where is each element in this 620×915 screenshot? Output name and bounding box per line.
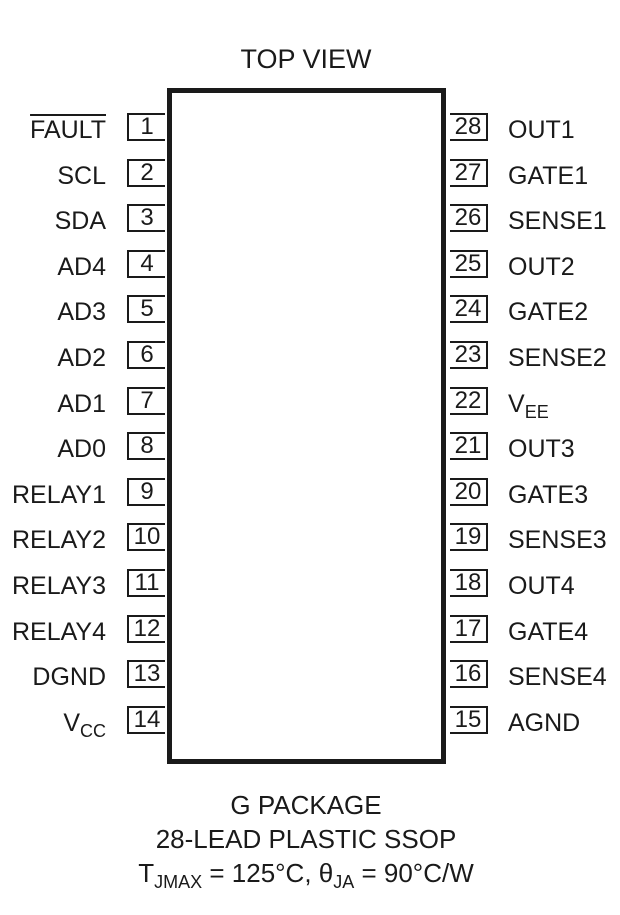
pin-name-subscript: EE <box>524 401 549 422</box>
pin-name: SENSE1 <box>508 207 607 236</box>
pin-label <box>57 343 106 373</box>
pin-number: 12 <box>127 615 165 643</box>
pin-label <box>508 571 575 601</box>
pin-number: 9 <box>127 478 165 506</box>
pin-number: 4 <box>127 250 165 278</box>
pin-label <box>508 252 575 282</box>
pin-label <box>508 161 588 191</box>
pin-label <box>12 571 106 601</box>
pin-name: OUT4 <box>508 572 575 600</box>
pin-name: SENSE2 <box>508 344 607 372</box>
pin-number: 8 <box>127 432 165 460</box>
package-description: 28-LEAD PLASTIC SSOP <box>155 824 457 854</box>
pin-number: 22 <box>450 387 488 415</box>
pin-name: AD3 <box>57 298 106 327</box>
pin-name: GATE2 <box>508 298 589 327</box>
pin-label <box>508 617 588 647</box>
pin-number: 21 <box>450 432 488 460</box>
pin-number: 3 <box>127 204 165 232</box>
pin-name: SCL <box>57 161 106 190</box>
pin-name: V <box>63 708 80 737</box>
pin-label <box>55 206 106 236</box>
pin-name: GATE1 <box>508 161 589 190</box>
pin-label <box>30 115 106 145</box>
pin-name: GATE3 <box>508 480 589 509</box>
pin-label <box>508 480 588 510</box>
package-name: G PACKAGE <box>230 790 382 820</box>
pin-label <box>57 434 106 464</box>
pin-name: DGND <box>32 663 106 692</box>
pin-number: 7 <box>127 387 165 415</box>
pin-name-subscript: CC <box>80 720 106 741</box>
pin-name: AD2 <box>57 344 106 372</box>
tjmax-value: = 125°C, θ <box>202 858 334 888</box>
pin-label <box>57 297 106 327</box>
pin-name: OUT3 <box>508 435 575 464</box>
pin-name: OUT1 <box>508 116 575 144</box>
pin-number: 19 <box>450 523 488 551</box>
pin-name: SENSE3 <box>508 526 607 555</box>
pin-label <box>508 389 549 421</box>
pin-label <box>12 480 106 510</box>
pin-name: AGND <box>508 708 581 737</box>
pin-number: 20 <box>450 478 488 506</box>
pin-label <box>508 525 607 555</box>
pin-name: SDA <box>54 207 106 236</box>
pin-label <box>508 343 607 373</box>
pin-name: AD0 <box>57 435 106 464</box>
pin-label <box>57 252 106 282</box>
tjmax-subscript: JMAX <box>154 872 203 892</box>
pin-name: GATE4 <box>508 617 589 646</box>
pin-name: RELAY2 <box>11 526 106 555</box>
pin-number: 25 <box>450 250 488 278</box>
pin-number: 17 <box>450 615 488 643</box>
pin-number: 15 <box>450 706 488 734</box>
pin-number: 5 <box>127 295 165 323</box>
pin-number: 6 <box>127 341 165 369</box>
view-title: TOP VIEW <box>240 44 372 74</box>
pin-name: RELAY1 <box>11 480 106 509</box>
pin-name: FAULT <box>30 116 106 144</box>
pin-label <box>12 617 106 647</box>
theta-value: = 90°C/W <box>354 858 474 888</box>
pin-number: 28 <box>450 113 488 141</box>
pin-number: 14 <box>127 706 165 734</box>
pin-name: V <box>508 389 525 418</box>
pin-label <box>57 161 106 191</box>
pin-number: 24 <box>450 295 488 323</box>
pin-number: 23 <box>450 341 488 369</box>
pin-name: RELAY3 <box>11 572 106 600</box>
pin-name: RELAY4 <box>11 617 106 646</box>
pin-number: 16 <box>450 660 488 688</box>
pin-number: 1 <box>127 113 165 141</box>
pin-label <box>508 662 607 692</box>
thermal-spec <box>0 858 612 892</box>
pin-number: 13 <box>127 660 165 688</box>
tjmax-symbol: T <box>138 858 155 888</box>
theta-subscript: JA <box>333 872 355 892</box>
pin-label <box>508 434 575 464</box>
pin-number: 27 <box>450 159 488 187</box>
pin-label <box>508 206 607 236</box>
pin-label <box>508 115 575 145</box>
pin-number: 2 <box>127 159 165 187</box>
pin-label <box>63 708 106 740</box>
pin-label <box>57 389 106 419</box>
pin-label <box>32 662 106 692</box>
pin-number: 18 <box>450 569 488 597</box>
pin-label <box>12 525 106 555</box>
pin-name: OUT2 <box>508 252 575 281</box>
pin-number: 26 <box>450 204 488 232</box>
ic-package-body <box>167 88 446 764</box>
pin-number: 10 <box>127 523 165 551</box>
pin-name: AD4 <box>57 252 106 281</box>
pin-label <box>508 708 580 738</box>
pin-number: 11 <box>127 569 165 597</box>
pin-label <box>508 297 588 327</box>
pin-name: AD1 <box>57 389 106 418</box>
pin-name: SENSE4 <box>508 663 607 692</box>
